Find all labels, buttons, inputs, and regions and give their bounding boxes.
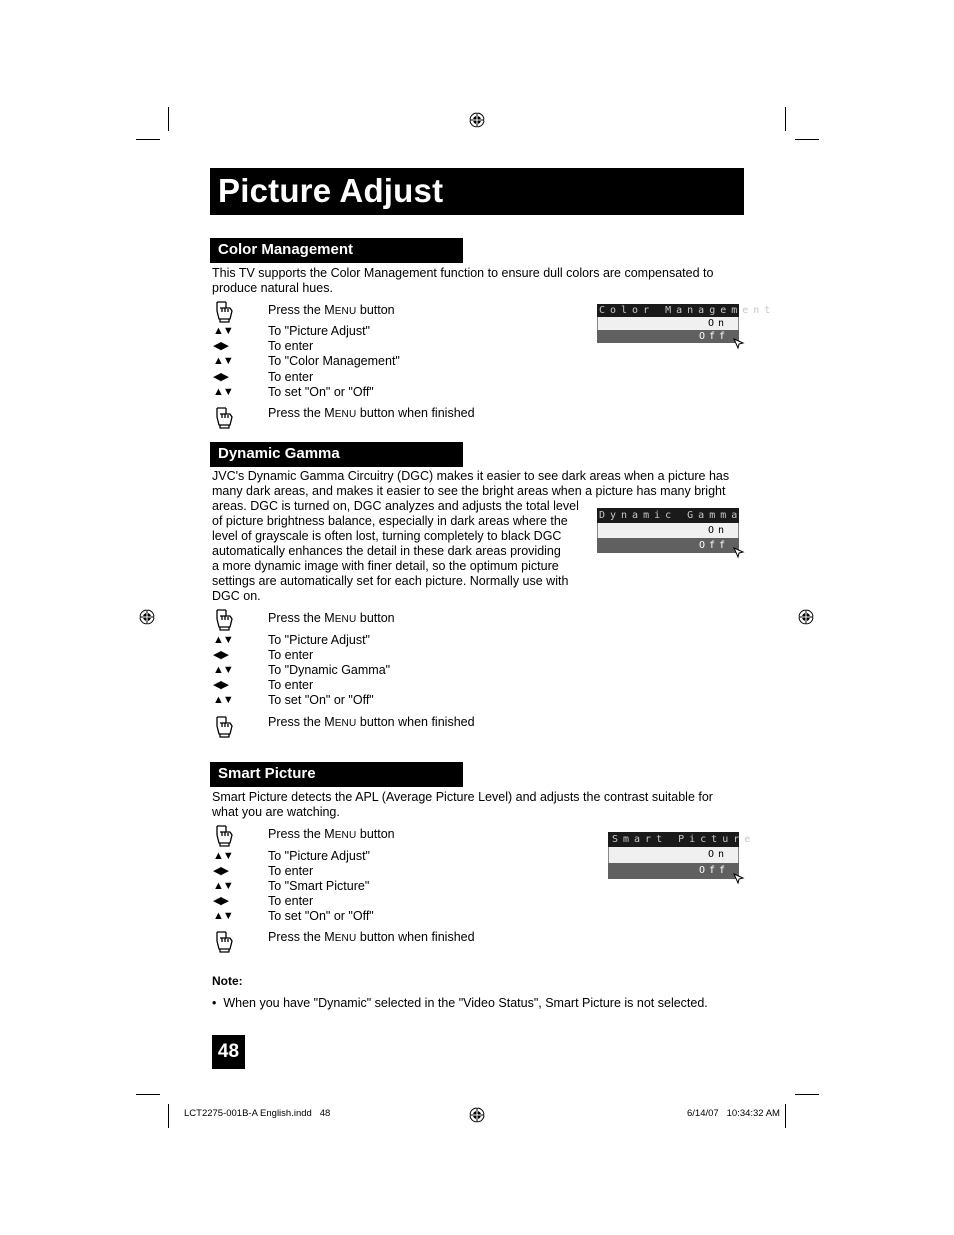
- intro-line: level of grayscale is often lost, turning completely to black DGC: [212, 529, 562, 543]
- crop-mark: [795, 139, 819, 140]
- osd-option-on: On: [597, 523, 739, 538]
- step-text: To enter: [268, 648, 314, 662]
- step-text: To "Smart Picture": [268, 879, 370, 893]
- osd-header: Smart Picture: [608, 832, 739, 847]
- left-right-arrow-icon: ◀▶: [213, 371, 228, 383]
- step-text: Press the MENU button when finished: [268, 406, 475, 420]
- step-text: To enter: [268, 894, 314, 908]
- color-management-intro: [212, 266, 713, 296]
- section-heading-dynamic-gamma: [210, 442, 463, 467]
- osd-menu-color-management: [597, 304, 776, 343]
- pointing-hand-icon: [213, 299, 237, 323]
- registration-mark-icon: [798, 609, 814, 625]
- up-down-arrow-icon: ▲▼: [213, 910, 233, 922]
- osd-menu-smart-picture: [608, 832, 756, 879]
- step-text: To set "On" or "Off": [268, 693, 374, 707]
- intro-line: JVC's Dynamic Gamma Circuitry (DGC) makes it easier to see dark areas when a picture has: [212, 469, 730, 483]
- osd-header: Dynamic Gamma: [599, 510, 743, 521]
- page-title: Picture Adjust: [218, 172, 444, 209]
- footer-file: LCT2275-001B-A English.indd 48: [184, 1108, 331, 1119]
- step-text: Press the MENU button when finished: [268, 715, 475, 729]
- osd-option-off: Off: [597, 330, 739, 343]
- intro-line: This TV supports the Color Management function to ensure dull colors are compensated to: [212, 266, 714, 280]
- intro-line: Smart Picture detects the APL (Average Picture Level) and adjusts the contrast suitable for: [212, 790, 713, 804]
- registration-mark-icon: [469, 1107, 485, 1123]
- intro-line: what you are watching.: [212, 805, 340, 819]
- left-right-arrow-icon: ◀▶: [213, 649, 228, 661]
- osd-option-on: On: [597, 317, 739, 330]
- step-text: To set "On" or "Off": [268, 385, 374, 399]
- pointing-hand-icon: [213, 929, 237, 953]
- pointing-hand-icon: [213, 714, 237, 738]
- note-label: Note:: [212, 974, 243, 988]
- step-text: Press the MENU button: [268, 303, 395, 317]
- up-down-arrow-icon: ▲▼: [213, 880, 233, 892]
- intro-line: DGC on.: [212, 589, 261, 603]
- step-text: To enter: [268, 864, 314, 878]
- intro-line: automatically enhances the detail in these dark areas providing: [212, 544, 561, 558]
- left-right-arrow-icon: ◀▶: [213, 895, 228, 907]
- up-down-arrow-icon: ▲▼: [213, 664, 233, 676]
- crop-mark: [136, 139, 160, 140]
- intro-line: areas. DGC is turned on, DGC analyzes and adjusts the total level: [212, 499, 579, 513]
- up-down-arrow-icon: ▲▼: [213, 694, 233, 706]
- step-text: To enter: [268, 339, 314, 353]
- intro-line: settings are automatically set for each picture. Normally use with: [212, 574, 569, 588]
- page-title-bar: [210, 168, 744, 215]
- step-text: To "Picture Adjust": [268, 324, 370, 338]
- footer-timestamp: 6/14/07 10:34:32 AM: [687, 1108, 780, 1119]
- intro-line: a more dynamic image with finer detail, so the optimum picture: [212, 559, 559, 573]
- step-text: Press the MENU button: [268, 611, 395, 625]
- up-down-arrow-icon: ▲▼: [213, 325, 233, 337]
- intro-line: of picture brightness balance, especially in dark areas where the: [212, 514, 568, 528]
- section-heading-text: Dynamic Gamma: [218, 445, 340, 462]
- crop-mark: [168, 1104, 169, 1128]
- section-heading-smart-picture: [210, 762, 463, 787]
- crop-mark: [785, 1104, 786, 1128]
- step-text: To "Picture Adjust": [268, 849, 370, 863]
- up-down-arrow-icon: ▲▼: [213, 634, 233, 646]
- up-down-arrow-icon: ▲▼: [213, 850, 233, 862]
- osd-option-on: On: [608, 847, 739, 863]
- step-text: To "Dynamic Gamma": [268, 663, 391, 677]
- registration-mark-icon: [139, 609, 155, 625]
- left-right-arrow-icon: ◀▶: [213, 679, 228, 691]
- up-down-arrow-icon: ▲▼: [213, 386, 233, 398]
- osd-header: Color Management: [599, 305, 776, 316]
- step-text: To "Picture Adjust": [268, 633, 370, 647]
- osd-cursor-icon: [733, 338, 745, 350]
- step-text: To enter: [268, 678, 314, 692]
- section-heading-text: Color Management: [218, 241, 354, 258]
- note-text: When you have "Dynamic" selected in the "Video Status", Smart Picture is not selected.: [223, 996, 708, 1010]
- section-heading-color-management: [210, 238, 463, 263]
- pointing-hand-icon: [213, 823, 237, 847]
- section-heading-text: Smart Picture: [218, 765, 316, 782]
- up-down-arrow-icon: ▲▼: [213, 355, 233, 367]
- intro-line: produce natural hues.: [212, 281, 333, 295]
- left-right-arrow-icon: ◀▶: [213, 865, 228, 877]
- osd-cursor-icon: [733, 547, 745, 559]
- step-text: Press the MENU button: [268, 827, 395, 841]
- bullet: •: [212, 996, 217, 1010]
- crop-mark: [168, 107, 169, 131]
- step-text: To "Color Management": [268, 354, 400, 368]
- crop-mark: [795, 1094, 819, 1095]
- step-text: Press the MENU button when finished: [268, 930, 475, 944]
- left-right-arrow-icon: ◀▶: [213, 340, 228, 352]
- registration-mark-icon: [469, 112, 485, 128]
- crop-mark: [785, 107, 786, 131]
- note-item: [212, 996, 708, 1011]
- intro-line: many dark areas, and makes it easier to see the bright areas when a picture has many bright: [212, 484, 726, 498]
- page-number-box: [212, 1035, 245, 1069]
- pointing-hand-icon: [213, 405, 237, 429]
- pointing-hand-icon: [213, 607, 237, 631]
- osd-cursor-icon: [733, 873, 745, 885]
- page-number: 48: [217, 1041, 240, 1062]
- step-text: To set "On" or "Off": [268, 909, 374, 923]
- step-text: To enter: [268, 370, 314, 384]
- osd-option-off: Off: [608, 863, 739, 879]
- osd-menu-dynamic-gamma: [597, 508, 743, 553]
- crop-mark: [136, 1094, 160, 1095]
- smart-picture-intro: [212, 790, 713, 820]
- osd-option-off: Off: [597, 538, 739, 553]
